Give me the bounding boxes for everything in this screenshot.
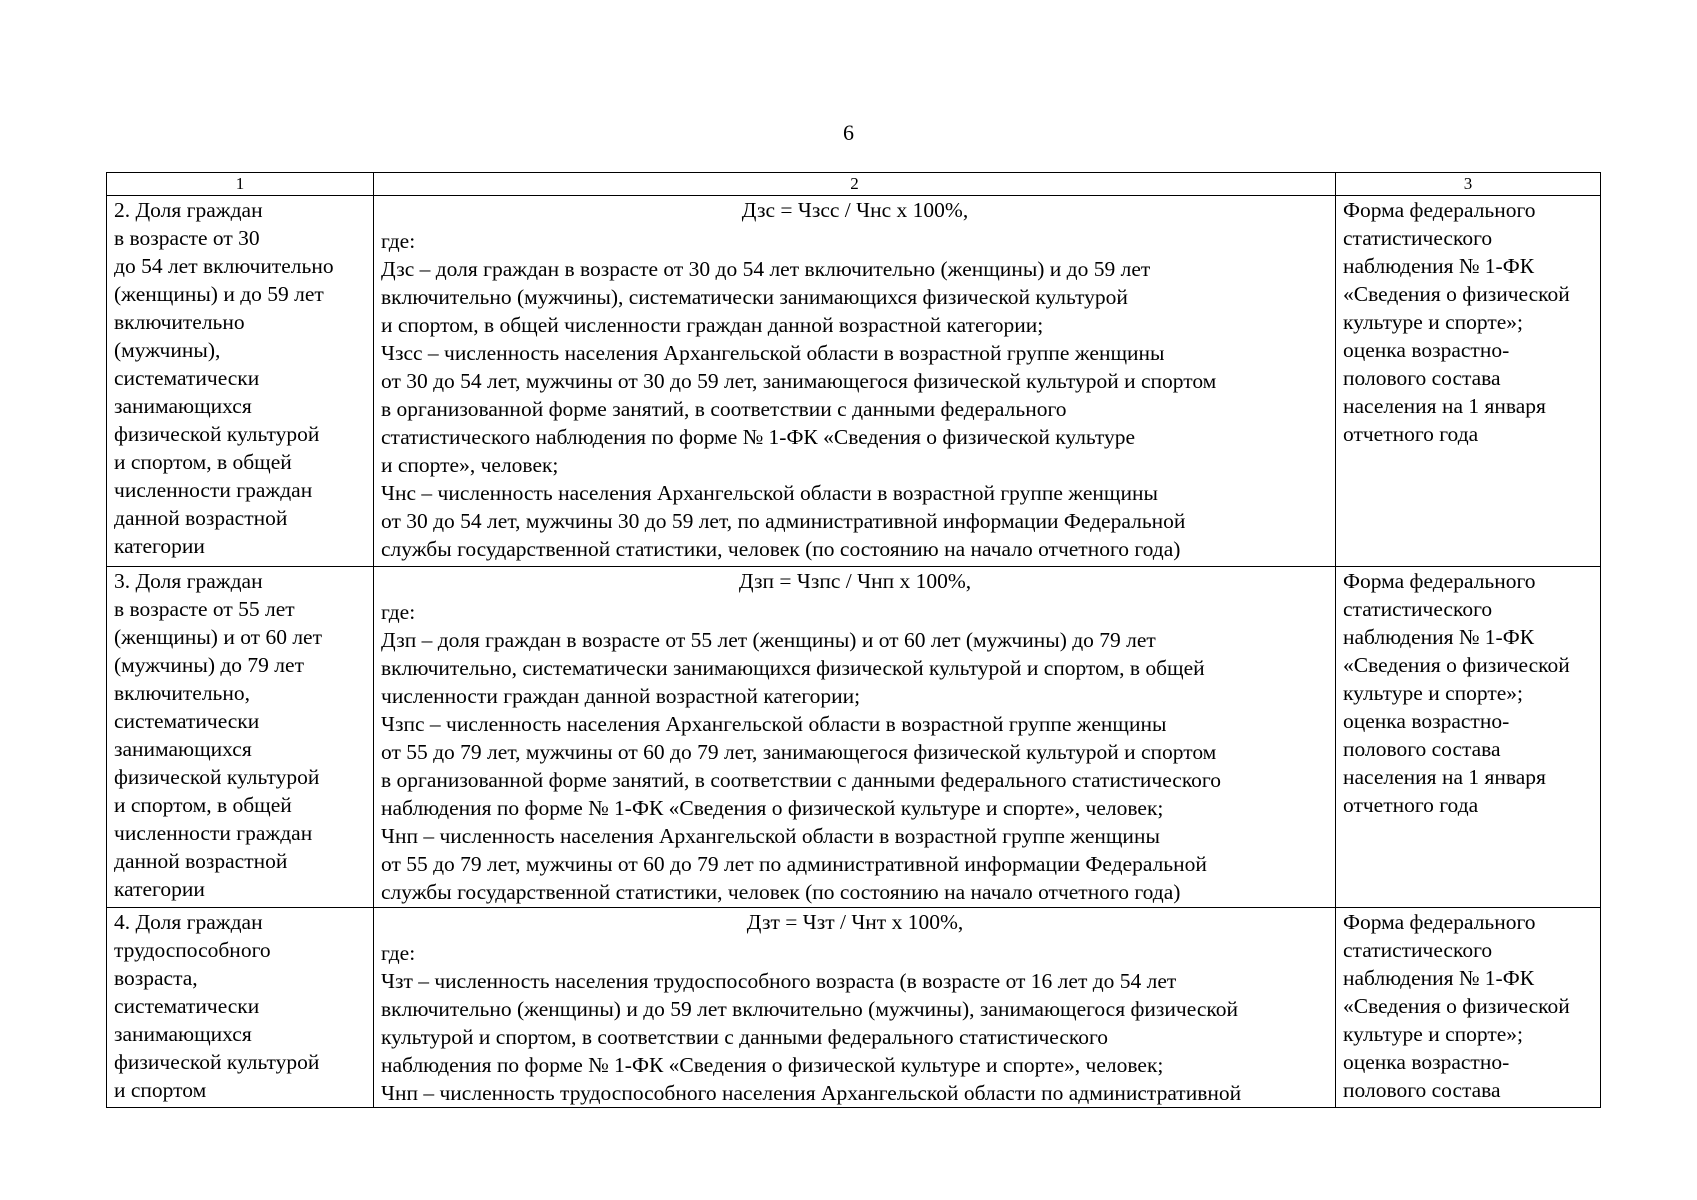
data-source-cell	[1336, 567, 1601, 908]
indicator-name-line: физической культурой	[114, 422, 320, 446]
formula-explanation-line: службы государственной статистики, человек (по состоянию на начало отчетного года)	[381, 880, 1181, 904]
formula-explanation-line: статистического наблюдения по форме № 1-ФК «Сведения о физической культуре	[381, 425, 1136, 449]
formula-explanation-line: Чзт – численность населения трудоспособного возраста (в возрасте от 16 лет до 54 лет	[381, 969, 1177, 993]
formula-explanation-line: наблюдения по форме № 1-ФК «Сведения о физической культуре и спорте», человек;	[381, 796, 1164, 820]
formula-cell	[374, 567, 1336, 908]
data-source-line: отчетного года	[1343, 793, 1479, 817]
formula-explanation-line: Чнп – численность трудоспособного населения Архангельской области по административной	[381, 1081, 1242, 1105]
data-source-line: полового состава	[1343, 737, 1501, 761]
indicator-name-line: (женщины) и до 59 лет	[114, 282, 324, 306]
data-source-line: наблюдения № 1-ФК	[1343, 254, 1535, 278]
formula: Дзс = Чзсс / Чнс х 100%,	[741, 198, 969, 222]
data-source-line: полового состава	[1343, 366, 1501, 390]
indicator-name-line: данной возрастной	[114, 849, 288, 873]
indicator-name-line: систематически	[114, 994, 260, 1018]
column-number-3: 3	[1336, 173, 1601, 196]
column-number-row	[107, 173, 1601, 196]
data-source-line: культуре и спорте»;	[1343, 1022, 1523, 1046]
data-source-line: «Сведения о физической	[1343, 653, 1570, 677]
data-source-line: «Сведения о физической	[1343, 282, 1570, 306]
data-source-line: наблюдения № 1-ФК	[1343, 966, 1535, 990]
indicator-name-line: занимающихся	[114, 1022, 252, 1046]
data-source-line: отчетного года	[1343, 422, 1479, 446]
data-source-line: статистического	[1343, 597, 1493, 621]
data-source-cell	[1336, 908, 1601, 1108]
indicator-name-line: занимающихся	[114, 737, 252, 761]
data-source-line: оценка возрастно-	[1343, 338, 1510, 362]
formula-explanation-line: Чнп – численность населения Архангельской области в возрастной группе женщины	[381, 824, 1160, 848]
where-label: где:	[381, 600, 416, 624]
indicator-name-cell	[107, 567, 374, 908]
indicator-name-line: (мужчины) до 79 лет	[114, 653, 304, 677]
formula-explanation-line: Чзпс – численность населения Архангельской области в возрастной группе женщины	[381, 712, 1167, 736]
formula-explanation-line: службы государственной статистики, человек (по состоянию на начало отчетного года)	[381, 537, 1181, 561]
data-source-line: Форма федерального	[1343, 569, 1536, 593]
indicator-name-line: (женщины) и от 60 лет	[114, 625, 322, 649]
formula-explanation-line: Чзсс – численность населения Архангельской области в возрастной группе женщины	[381, 341, 1165, 365]
data-source-line: «Сведения о физической	[1343, 994, 1570, 1018]
data-source-line: культуре и спорте»;	[1343, 681, 1523, 705]
indicator-name-line: 2. Доля граждан	[114, 198, 263, 222]
where-label: где:	[381, 941, 416, 965]
formula-explanation-line: в организованной форме занятий, в соответствии с данными федерального статистического	[381, 768, 1221, 792]
column-number-2: 2	[374, 173, 1336, 196]
formula-cell	[374, 196, 1336, 567]
formula-explanation-line: включительно (женщины) и до 59 лет включительно (мужчины), занимающегося физической	[381, 997, 1238, 1021]
indicators-table	[106, 172, 1601, 1108]
indicator-name-line: и спортом	[114, 1078, 207, 1102]
data-source-line: населения на 1 января	[1343, 394, 1546, 418]
where-label: где:	[381, 229, 416, 253]
indicator-name-line: численности граждан	[114, 478, 313, 502]
indicator-name-line: и спортом, в общей	[114, 793, 292, 817]
data-source-line: оценка возрастно-	[1343, 1050, 1510, 1074]
formula-explanation-line: численности граждан данной возрастной категории;	[381, 684, 861, 708]
data-source-line: культуре и спорте»;	[1343, 310, 1523, 334]
indicator-name-line: систематически	[114, 709, 260, 733]
formula-explanation-line: в организованной форме занятий, в соответствии с данными федерального	[381, 397, 1067, 421]
data-source-line: оценка возрастно-	[1343, 709, 1510, 733]
indicator-name-line: занимающихся	[114, 394, 252, 418]
indicator-name-line: систематически	[114, 366, 260, 390]
formula-explanation-line: культурой и спортом, в соответствии с данными федерального статистического	[381, 1025, 1109, 1049]
indicator-name-line: (мужчины),	[114, 338, 221, 362]
data-source-line: статистического	[1343, 226, 1493, 250]
indicator-name-line: включительно,	[114, 681, 250, 705]
formula-explanation-line: включительно (мужчины), систематически занимающихся физической культурой	[381, 285, 1128, 309]
indicator-name-line: физической культурой	[114, 1050, 320, 1074]
page-number: 6	[843, 120, 854, 145]
indicator-name-line: трудоспособного	[114, 938, 271, 962]
indicator-name-line: данной возрастной	[114, 506, 288, 530]
data-source-line: Форма федерального	[1343, 910, 1536, 934]
indicator-name-cell	[107, 908, 374, 1108]
formula: Дзп = Чзпс / Чнп х 100%,	[738, 569, 972, 593]
data-source-line: населения на 1 января	[1343, 765, 1546, 789]
data-source-line: Форма федерального	[1343, 198, 1536, 222]
formula-explanation-line: и спорте», человек;	[381, 453, 559, 477]
formula-explanation-line: и спортом, в общей численности граждан данной возрастной категории;	[381, 313, 1044, 337]
table-row	[107, 196, 1601, 567]
formula-cell	[374, 908, 1336, 1108]
formula-explanation-line: включительно, систематически занимающихся физической культурой и спортом, в общей	[381, 656, 1205, 680]
indicator-name-line: до 54 лет включительно	[114, 254, 334, 278]
indicator-name-cell	[107, 196, 374, 567]
indicator-name-line: и спортом, в общей	[114, 450, 292, 474]
formula-explanation-line: от 30 до 54 лет, мужчины 30 до 59 лет, по административной информации Федеральной	[381, 509, 1186, 533]
formula-explanation-line: наблюдения по форме № 1-ФК «Сведения о физической культуре и спорте», человек;	[381, 1053, 1164, 1077]
formula-explanation-line: от 30 до 54 лет, мужчины от 30 до 59 лет, занимающегося физической культурой и спортом	[381, 369, 1217, 393]
table-row	[107, 567, 1601, 908]
data-source-cell	[1336, 196, 1601, 567]
formula-explanation-line: от 55 до 79 лет, мужчины от 60 до 79 лет, занимающегося физической культурой и спортом	[381, 740, 1217, 764]
table-row	[107, 908, 1601, 1108]
indicator-name-line: категории	[114, 877, 205, 901]
formula-explanation-line: от 55 до 79 лет, мужчины от 60 до 79 лет по административной информации Федеральной	[381, 852, 1207, 876]
formula-explanation-line: Чнс – численность населения Архангельской области в возрастной группе женщины	[381, 481, 1158, 505]
formula: Дзт = Чзт / Чнт х 100%,	[746, 910, 964, 934]
indicator-name-line: в возрасте от 30	[114, 226, 260, 250]
indicator-name-line: 3. Доля граждан	[114, 569, 263, 593]
indicator-name-line: 4. Доля граждан	[114, 910, 263, 934]
indicator-name-line: категории	[114, 534, 205, 558]
data-source-line: наблюдения № 1-ФК	[1343, 625, 1535, 649]
indicator-name-line: численности граждан	[114, 821, 313, 845]
column-number-1: 1	[107, 173, 374, 196]
formula-explanation-line: Дзп – доля граждан в возрасте от 55 лет (женщины) и от 60 лет (мужчины) до 79 лет	[381, 628, 1156, 652]
indicator-name-line: включительно	[114, 310, 245, 334]
indicator-name-line: возраста,	[114, 966, 198, 990]
data-source-line: полового состава	[1343, 1078, 1501, 1102]
indicator-name-line: физической культурой	[114, 765, 320, 789]
formula-explanation-line: Дзс – доля граждан в возрасте от 30 до 54 лет включительно (женщины) и до 59 лет	[381, 257, 1151, 281]
indicator-name-line: в возрасте от 55 лет	[114, 597, 295, 621]
data-source-line: статистического	[1343, 938, 1493, 962]
